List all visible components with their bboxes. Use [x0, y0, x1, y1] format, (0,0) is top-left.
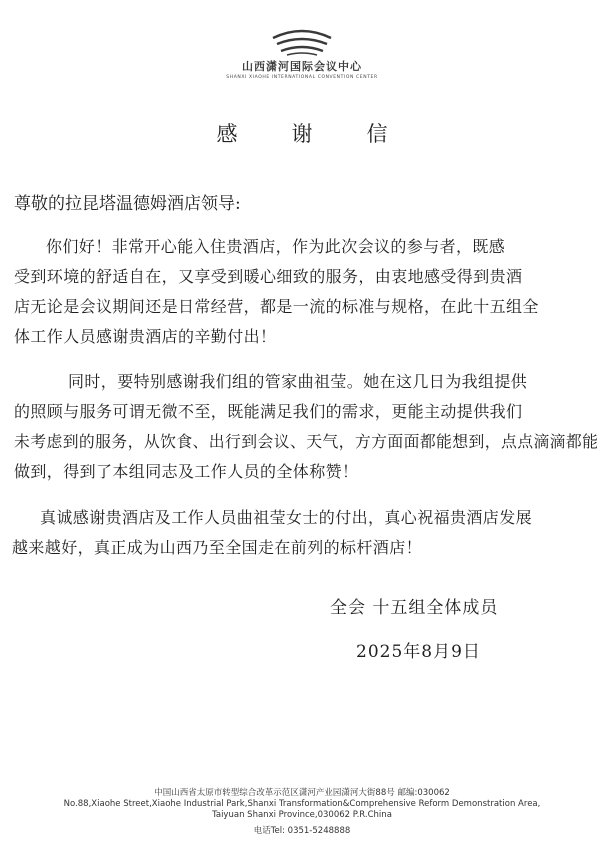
letter-body-line: 做到，得到了本组同志及工作人员的全体称赞！: [14, 462, 359, 481]
header-logo: [0, 26, 604, 80]
letter-body-line: 你们好！非常开心能入住贵酒店，作为此次会议的参与者，既感: [46, 237, 506, 256]
letter-signature: 全会 十五组全体成员: [330, 598, 499, 618]
footer-address-chinese: 中国山西省太原市转型综合改革示范区潇河产业园潇河大街88号 邮编:030062: [154, 788, 450, 798]
letter-body-line: 真诚感谢贵酒店及工作人员曲祖莹女士的付出，真心祝福贵酒店发展: [40, 508, 533, 527]
letter-body-line: 未考虑到的服务，从饮食、出行到会议、天气，方方面面都能想到，点点滴滴都能: [14, 432, 599, 451]
convention-center-logo-icon: [269, 26, 335, 56]
logo-chinese-name: 山西潇河国际会议中心: [242, 60, 362, 73]
footer-address-english-2: Taiyuan Shanxi Province,030062 P.R.China: [212, 810, 392, 820]
letter-body-line: 的照顾与服务可谓无微不至，既能满足我们的需求，更能主动提供我们: [14, 402, 523, 421]
letter-salutation: 尊敬的拉昆塔温德姆酒店领导:: [14, 194, 241, 214]
letter-body-line: 受到环境的舒适自在，又享受到暖心细致的服务，由衷地感受得到贵酒: [14, 267, 523, 286]
letter-body-line: 越来越好，真正成为山西乃至全国走在前列的标杆酒店！: [12, 538, 423, 557]
letter-date: 2025年8月9日: [356, 642, 481, 662]
letter-title: 感谢信: [216, 122, 442, 146]
footer-phone: 电话Tel: 0351-5248888: [253, 826, 351, 836]
letter-body-line: 体工作人员感谢贵酒店的辛勤付出！: [14, 327, 277, 346]
letter-body-line: 同时，要特别感谢我们组的管家曲祖莹。她在这几日为我组提供: [68, 372, 528, 391]
logo-english-name: SHANXI XIAOHE INTERNATIONAL CONVENTION CENTER: [226, 75, 378, 80]
letter-body-line: 店无论是会议期间还是日常经营，都是一流的标准与规格，在此十五组全: [14, 297, 539, 316]
footer-address-english-1: No.88,Xiaohe Street,Xiaohe Industrial Park,Shanxi Transformation&Comprehensive Reform Demonstration Area,: [63, 799, 541, 809]
